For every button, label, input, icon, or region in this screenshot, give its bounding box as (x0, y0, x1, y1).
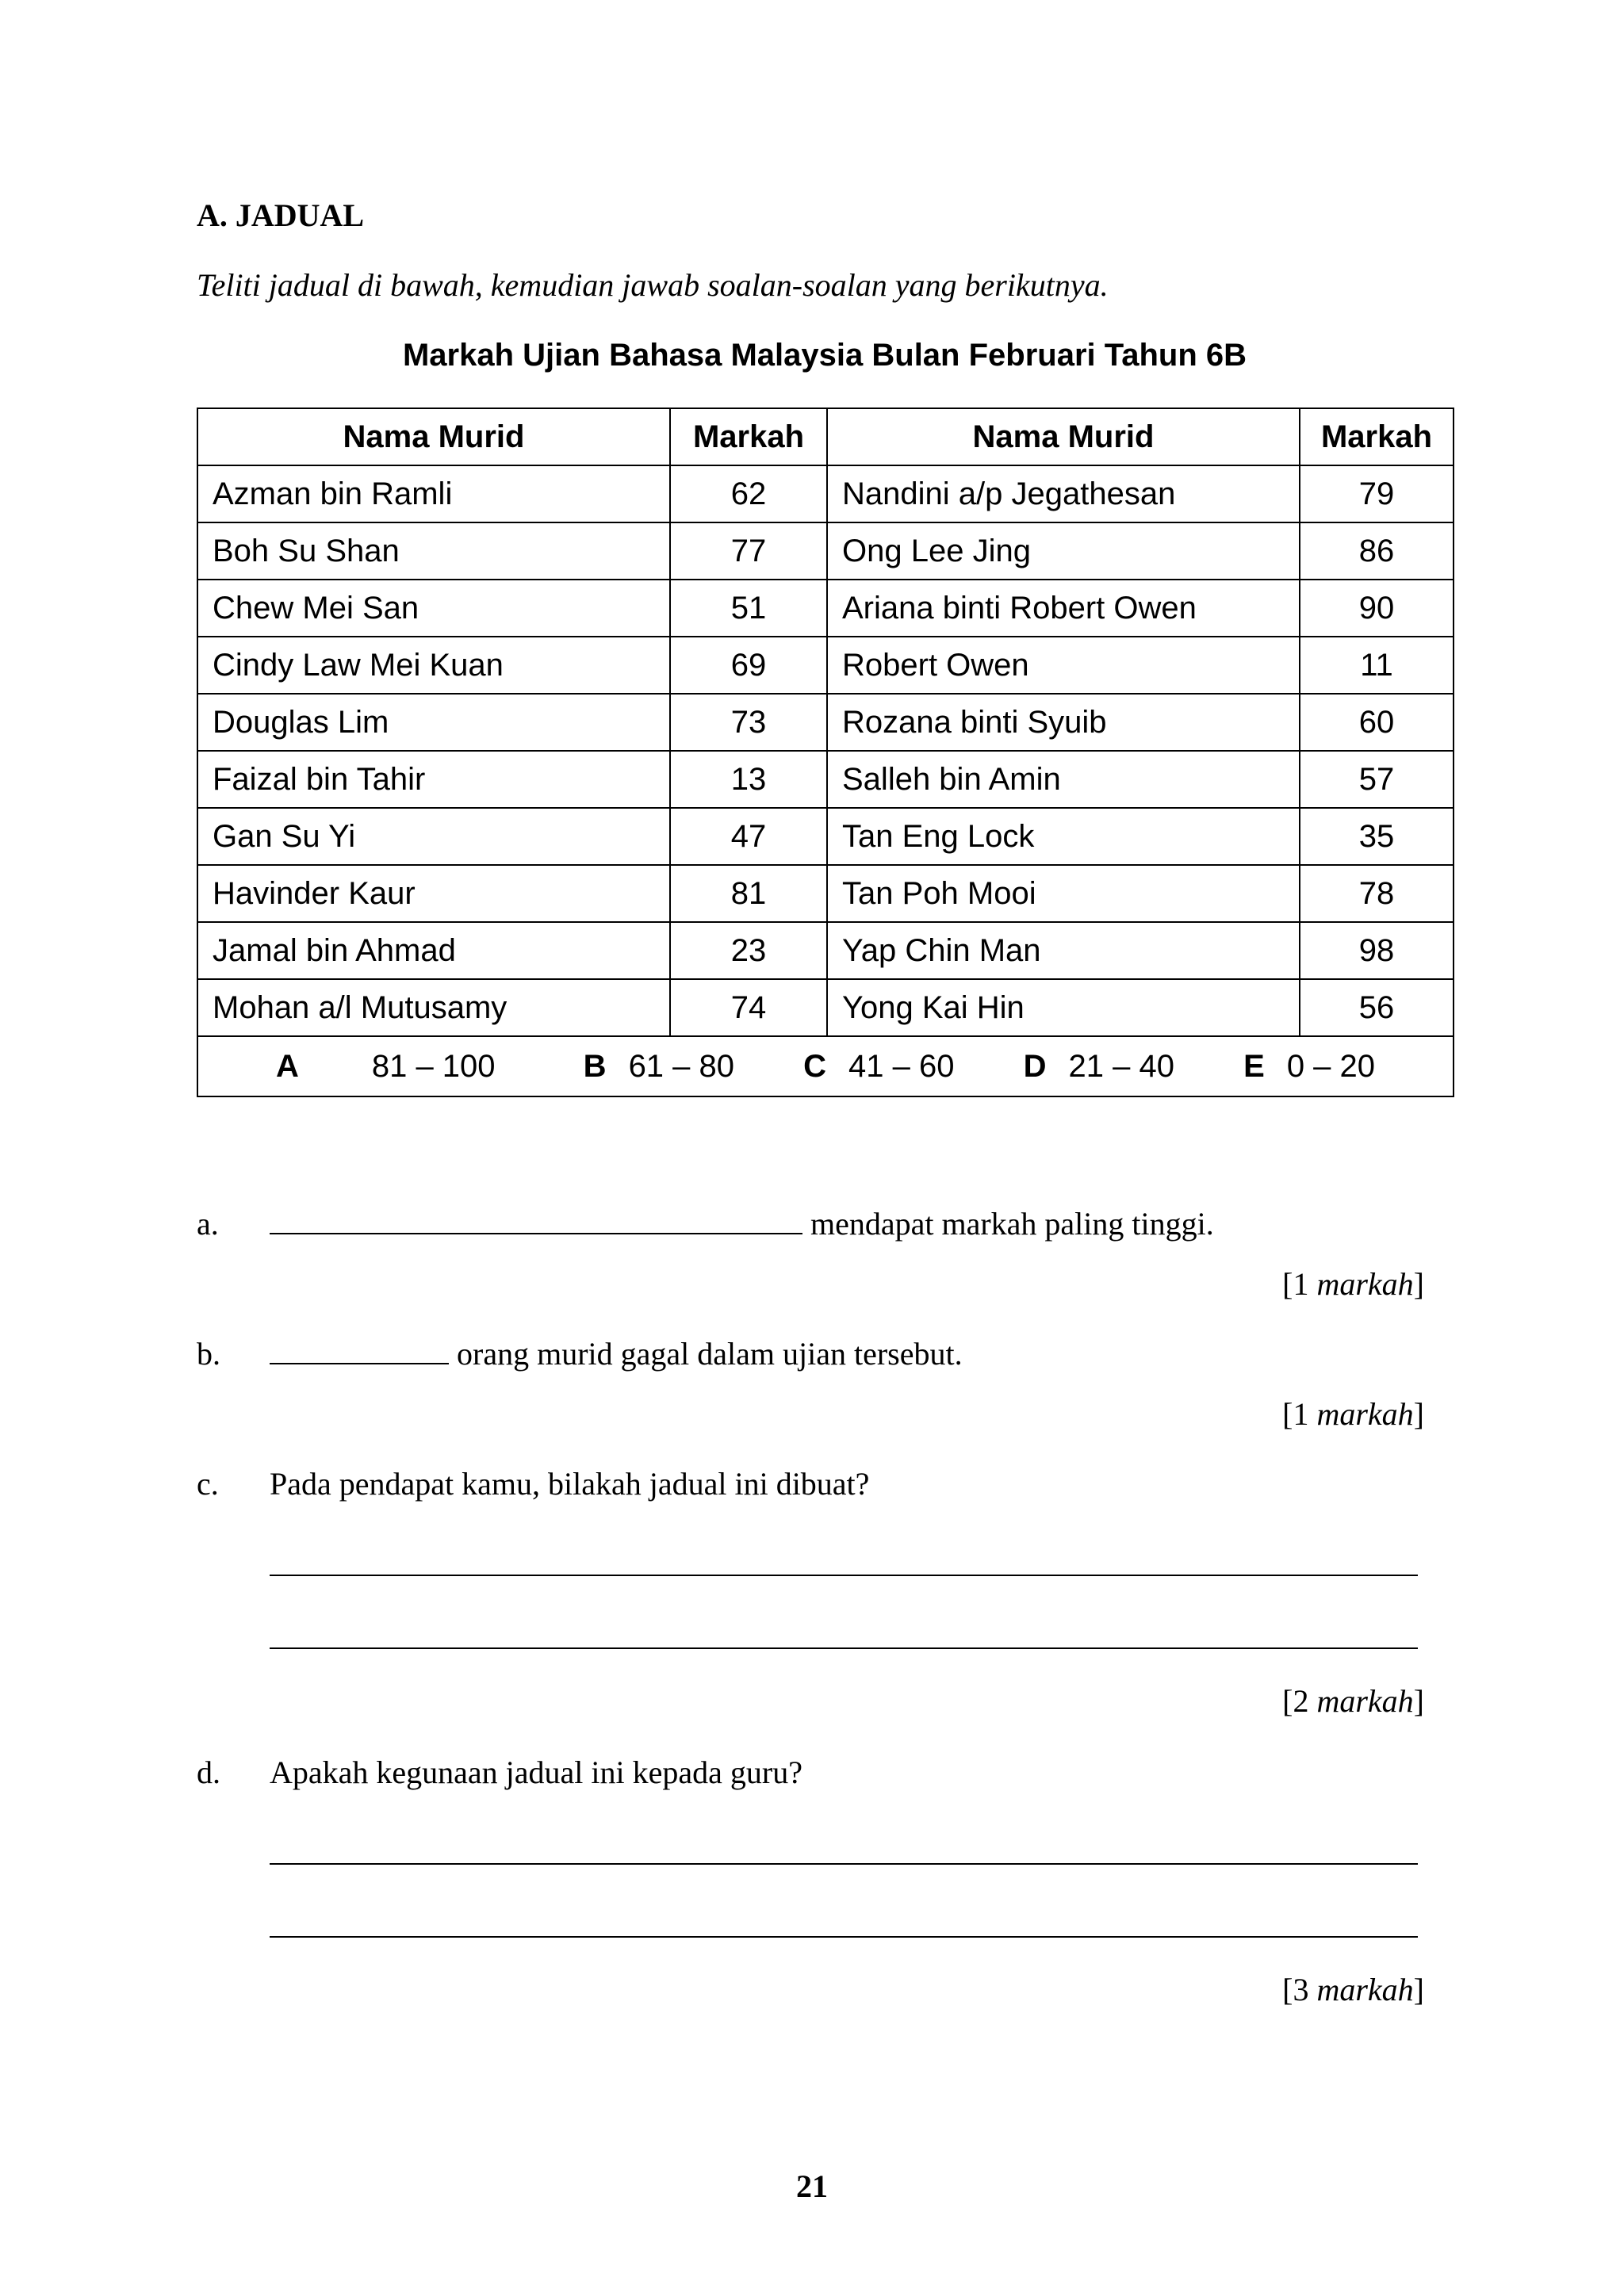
table-header-row (197, 408, 1454, 465)
student-mark: 57 (1300, 751, 1454, 808)
grade-legend-row (197, 1036, 1454, 1096)
student-name: Yong Kai Hin (827, 979, 1300, 1036)
student-mark: 90 (1300, 580, 1454, 637)
page-number: 21 (796, 2168, 828, 2204)
table-row (197, 979, 1454, 1036)
table-row (197, 637, 1454, 694)
table-row (197, 865, 1454, 922)
student-mark: 86 (1300, 522, 1454, 580)
student-name: Douglas Lim (197, 694, 670, 751)
grade-legend (197, 1036, 1454, 1096)
table-row (197, 808, 1454, 865)
grade-letter: C (803, 1048, 827, 1084)
grade-letter: D (1023, 1048, 1047, 1084)
instruction-text: Teliti jadual di bawah, kemudian jawab soalan-soalan yang berikutnya. (197, 267, 1109, 303)
grade-range: 61 – 80 (628, 1048, 735, 1084)
question-a (270, 1205, 1214, 1242)
question-c-letter: c. (197, 1466, 219, 1502)
table-row (197, 522, 1454, 580)
student-name: Tan Poh Mooi (827, 865, 1300, 922)
student-mark: 60 (1300, 694, 1454, 751)
question-d-answer-line[interactable] (270, 1936, 1418, 1938)
student-name: Nandini a/p Jegathesan (827, 465, 1300, 522)
student-name: Boh Su Shan (197, 522, 670, 580)
student-name: Cindy Law Mei Kuan (197, 637, 670, 694)
table-row (197, 751, 1454, 808)
table-row (197, 465, 1454, 522)
student-name: Salleh bin Amin (827, 751, 1300, 808)
student-name: Jamal bin Ahmad (197, 922, 670, 979)
question-c-marks: [2 markah] (1282, 1683, 1424, 1719)
student-mark: 56 (1300, 979, 1454, 1036)
question-d-answer-line[interactable] (270, 1863, 1418, 1865)
question-c-answer-line[interactable] (270, 1575, 1418, 1576)
student-mark: 77 (670, 522, 827, 580)
student-mark: 11 (1300, 637, 1454, 694)
student-mark: 79 (1300, 465, 1454, 522)
student-mark: 98 (1300, 922, 1454, 979)
grade-d (1024, 1049, 1174, 1085)
question-b (270, 1335, 963, 1372)
header-mark: Markah (670, 408, 827, 465)
grade-range: 41 – 60 (848, 1048, 955, 1084)
grade-letter: E (1243, 1048, 1265, 1084)
student-name: Rozana binti Syuib (827, 694, 1300, 751)
question-c-text: Pada pendapat kamu, bilakah jadual ini dibuat? (270, 1466, 870, 1502)
student-name: Chew Mei San (197, 580, 670, 637)
table-row (197, 694, 1454, 751)
student-name: Mohan a/l Mutusamy (197, 979, 670, 1036)
student-mark: 78 (1300, 865, 1454, 922)
question-b-text: orang murid gagal dalam ujian tersebut. (457, 1336, 963, 1372)
question-c-answer-line[interactable] (270, 1647, 1418, 1649)
question-a-letter: a. (197, 1206, 219, 1242)
grade-b (584, 1049, 734, 1085)
student-mark: 23 (670, 922, 827, 979)
student-name: Ariana binti Robert Owen (827, 580, 1300, 637)
grade-e (1243, 1049, 1375, 1085)
question-d-letter: d. (197, 1755, 220, 1790)
student-mark: 47 (670, 808, 827, 865)
table-title: Markah Ujian Bahasa Malaysia Bulan Februari Tahun 6B (402, 338, 1247, 373)
student-mark: 51 (670, 580, 827, 637)
section-heading: A. JADUAL (197, 197, 365, 233)
student-mark: 74 (670, 979, 827, 1036)
question-b-answer-blank[interactable] (270, 1336, 449, 1364)
student-name: Faizal bin Tahir (197, 751, 670, 808)
grade-range: 0 – 20 (1286, 1048, 1376, 1084)
grade-c (803, 1049, 954, 1085)
student-mark: 35 (1300, 808, 1454, 865)
grade-letter: A (275, 1048, 299, 1084)
question-b-marks: [1 markah] (1282, 1396, 1424, 1432)
student-name: Azman bin Ramli (197, 465, 670, 522)
table-row (197, 580, 1454, 637)
question-d-text: Apakah kegunaan jadual ini kepada guru? (270, 1755, 802, 1790)
marks-table (197, 408, 1454, 1097)
grade-a (276, 1049, 496, 1085)
header-student-name: Nama Murid (197, 408, 670, 465)
grade-range: 81 – 100 (371, 1048, 496, 1084)
header-mark: Markah (1300, 408, 1454, 465)
student-mark: 13 (670, 751, 827, 808)
student-mark: 81 (670, 865, 827, 922)
student-name: Gan Su Yi (197, 808, 670, 865)
question-a-text: mendapat markah paling tinggi. (810, 1206, 1214, 1242)
student-name: Ong Lee Jing (827, 522, 1300, 580)
header-student-name: Nama Murid (827, 408, 1300, 465)
question-b-letter: b. (197, 1336, 220, 1372)
student-name: Yap Chin Man (827, 922, 1300, 979)
student-mark: 69 (670, 637, 827, 694)
table-row (197, 922, 1454, 979)
grade-letter: B (583, 1048, 607, 1084)
grade-range: 21 – 40 (1068, 1048, 1174, 1084)
student-mark: 62 (670, 465, 827, 522)
student-mark: 73 (670, 694, 827, 751)
student-name: Havinder Kaur (197, 865, 670, 922)
question-a-answer-blank[interactable] (270, 1206, 802, 1234)
student-name: Tan Eng Lock (827, 808, 1300, 865)
question-a-marks: [1 markah] (1282, 1266, 1424, 1302)
student-name: Robert Owen (827, 637, 1300, 694)
question-d-marks: [3 markah] (1282, 1972, 1424, 2007)
